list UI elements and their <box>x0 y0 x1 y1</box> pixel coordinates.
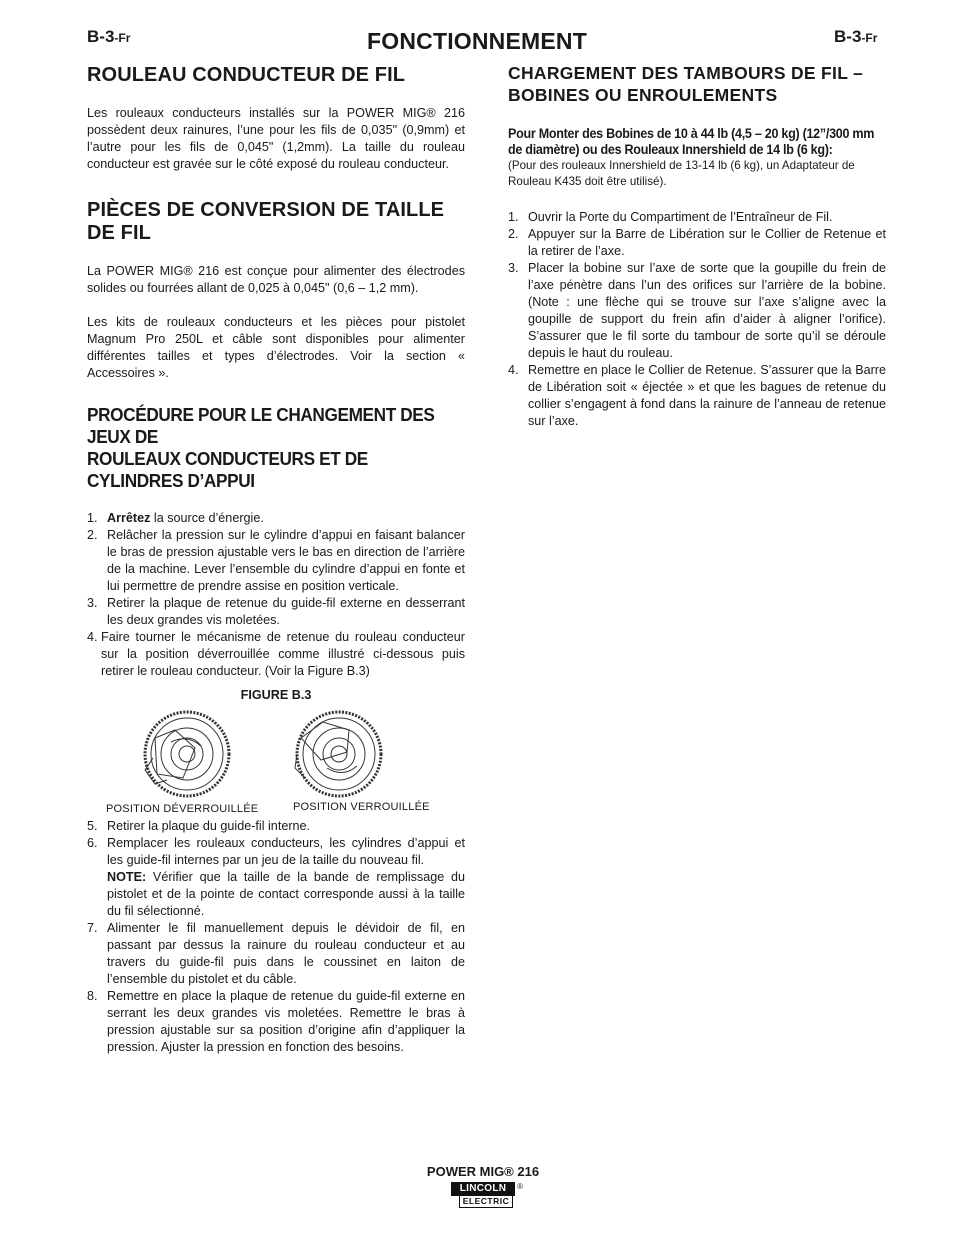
list-item: 3. Retirer la plaque de retenue du guide-fil externe en desserrant les deux grandes vis moletées. <box>87 596 465 627</box>
figure-caption-unlocked: POSITION DÉVERROUILLÉE <box>106 803 259 815</box>
paragraph-drive-roll: Les rouleaux conducteurs installés sur la POWER MIG® 216 possèdent deux rainures, l’une pour les fils de 0,035" (0,9mm) et l’autre pour les fils de 0,045" (1,2mm). La taille du rouleau conducteur est gravée sur le côté exposé du rouleau conducteur. <box>87 106 465 171</box>
paragraph-conversion-2: Les kits de rouleaux conducteurs et les pièces pour pistolet Magnum Pro 250L et câble sont disponibles pour alimenter différentes tailles et types d’électrodes. Voir la section « Accessoires ». <box>87 315 465 380</box>
subheading-spools: Pour Monter des Bobines de 10 à 44 lb (4,5 – 20 kg) (12”/300 mm de diamètre) ou des Rouleaux Innershield de 14 lb (6 kg): <box>508 126 875 157</box>
list-item: 2. Relâcher la pression sur le cylindre d’appui en faisant balancer le bras de pression ajustable vers le bas en direction de l’arrière de la machine. Lever l’ensemble du cylindre d’appui en fonte et lui permettre de prendre assise en position verticale. <box>87 528 465 593</box>
list-item: 7. Alimenter le fil manuellement depuis le dévidoir de fil, en passant par dessus la rainure du rouleau conducteur et au travers du guide-fil puis dans le coussinet en laiton de l’ensemble du pistolet et du câble. <box>87 921 465 986</box>
paragraph-conversion-1: La POWER MIG® 216 est conçue pour alimenter des électrodes solides ou fourrées allant de 0,025 à 0,045" (0,6 – 1,2 mm). <box>87 264 465 295</box>
figure-caption-locked: POSITION VERROUILLÉE <box>293 801 430 813</box>
list-item: 1. Ouvrir la Porte du Compartiment de l’Entraîneur de Fil. <box>508 210 833 224</box>
lincoln-electric-logo: LINCOLN ELECTRIC ® <box>451 1182 515 1208</box>
procedure-steps-continued <box>87 818 465 1056</box>
drive-roll-locked-illustration <box>287 708 387 800</box>
section-heading-drive-roll: ROULEAU CONDUCTEUR DE FIL <box>87 64 406 86</box>
figure-b3 <box>87 708 465 818</box>
list-item: 4. Remettre en place le Collier de Retenue. S’assurer que la Barre de Libération soit « éjectée » et que les bagues de retenue du collier s’engagent à fond dans la rainure de l’anneau de retenue sur l’axe. <box>508 363 886 428</box>
list-item: 4. Faire tourner le mécanisme de retenue du rouleau conducteur sur la position déverrouillée comme illustré ci-dessous puis retirer le rouleau conducteur. (Voir la Figure B.3) <box>87 630 465 678</box>
right-column <box>508 60 886 430</box>
left-column <box>87 60 465 1056</box>
page-title: FONCTIONNEMENT <box>366 28 587 54</box>
list-item: 5. Retirer la plaque du guide-fil interne. <box>87 819 311 833</box>
procedure-steps <box>87 510 465 680</box>
page-number-right: B-3-Fr <box>834 27 878 46</box>
list-item: 8. Remettre en place la plaque de retenue du guide-fil externe en serrant les deux grandes vis moletées. Remettre le bras à pression ajustable sur sa position d’origine afin d’appliquer la pression. Ajuster la pression en fonction des besoins. <box>87 989 465 1054</box>
list-item: 6. Remplacer les rouleaux conducteurs, les cylindres d’appui et les guide-fil internes par un jeu de la taille du nouveau fil. NOTE: Vérifier que la taille de la bande de remplissage du pistolet et de la pointe de contact corresponde aussi à la taille du fil sélectionné. <box>87 836 465 918</box>
subheading-note: (Pour des rouleaux Innershield de 13-14 lb (6 kg), un Adaptateur de Rouleau K435 doit être utilisé). <box>508 159 855 188</box>
section-heading-wire-loading: CHARGEMENT DES TAMBOURS DE FIL – BOBINES OU ENROULEMENTS <box>508 63 864 105</box>
section-heading-procedure: PROCÉDURE POUR LE CHANGEMENT DES JEUX DE ROULEAUX CONDUCTEURS ET DE CYLINDRES D’APPUI <box>87 404 435 491</box>
page-number-left: B-3-Fr <box>87 27 131 46</box>
section-heading-conversion-parts: PIÈCES DE CONVERSION DE TAILLE DE FIL <box>87 199 445 244</box>
wire-loading-steps <box>508 209 886 430</box>
list-item: 3. Placer la bobine sur l’axe de sorte que la goupille du frein de l’axe pénètre dans l’un des orifices sur l’arrière de la bobine. (Note : une flèche qui se trouve sur l’axe s’aligne avec la goupille de support du frein afin d’aider à aligner l’orifice). S’assurer que le fil sorte du tambour de sorte qu’il se déroule depuis le haut du rouleau. <box>508 261 886 360</box>
list-item: 1. Arrêtez la source d’énergie. <box>87 511 264 525</box>
list-item: 2. Appuyer sur la Barre de Libération sur le Collier de Retenue et la retirer de l’axe. <box>508 227 886 258</box>
footer-model-name: POWER MIG® 216 <box>426 1164 540 1179</box>
note-label: NOTE: <box>107 870 147 884</box>
figure-title: FIGURE B.3 <box>240 688 312 702</box>
drive-roll-unlocked-illustration <box>135 708 235 800</box>
